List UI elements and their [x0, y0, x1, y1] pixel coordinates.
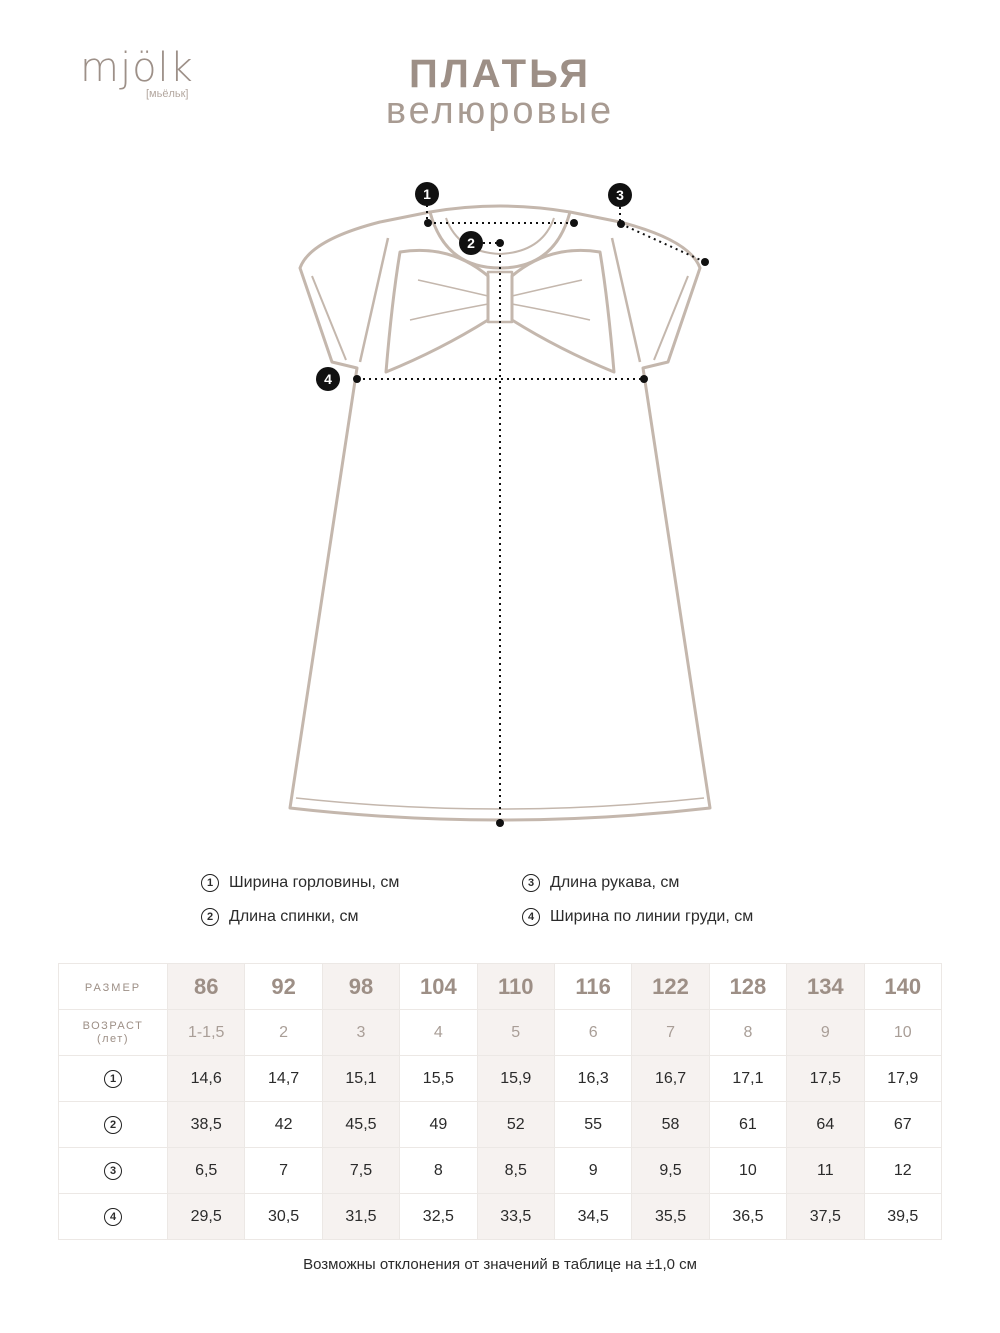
value-cell-text: 6,5 — [195, 1161, 218, 1179]
value-cell-text: 55 — [584, 1115, 603, 1133]
size-cell — [168, 964, 245, 1010]
value-cell — [709, 1194, 786, 1240]
value-cell-text: 14,7 — [268, 1069, 300, 1087]
size-cell — [322, 964, 399, 1010]
marker-1 — [415, 182, 439, 206]
size-cell-text: 128 — [729, 973, 767, 999]
value-cell-text: 15,9 — [500, 1069, 532, 1087]
number-icon: 4 — [104, 1208, 122, 1226]
value-cell — [787, 1194, 864, 1240]
value-cell — [477, 1148, 554, 1194]
legend-item-1 — [201, 874, 399, 892]
number-icon: 2 — [104, 1116, 122, 1134]
number-icon: 4 — [522, 908, 540, 926]
value-cell — [322, 1194, 399, 1240]
size-cell — [400, 964, 477, 1010]
value-cell-text: 17,9 — [887, 1069, 919, 1087]
value-cell — [787, 1148, 864, 1194]
legend-item-4 — [522, 908, 753, 926]
value-cell-text: 15,5 — [422, 1069, 454, 1087]
value-cell-text: 8 — [433, 1161, 443, 1179]
number-icon: 3 — [522, 874, 540, 892]
number-icon: 1 — [104, 1070, 122, 1088]
brand-name: mjölk — [80, 45, 194, 91]
size-cell-text: 116 — [575, 973, 611, 999]
age-cell — [322, 1010, 399, 1056]
size-cell-text: 92 — [271, 973, 296, 999]
number-icon: 3 — [104, 1162, 122, 1180]
value-cell-text: 35,5 — [654, 1207, 687, 1225]
value-cell — [322, 1056, 399, 1102]
age-cell — [864, 1010, 941, 1056]
size-cell — [477, 964, 554, 1010]
number-icon: 2 — [201, 908, 219, 926]
value-cell — [709, 1102, 786, 1148]
value-cell-text: 49 — [429, 1115, 448, 1133]
age-cell — [787, 1010, 864, 1056]
value-cell-text: 7,5 — [349, 1161, 373, 1179]
value-cell — [168, 1056, 245, 1102]
size-cell-text: 122 — [652, 973, 689, 999]
size-cell-text: 140 — [884, 973, 922, 999]
size-cell — [245, 964, 322, 1010]
value-cell-text: 16,7 — [654, 1069, 687, 1087]
value-cell-text: 11 — [817, 1161, 834, 1179]
value-cell — [400, 1148, 477, 1194]
size-cell-text: 134 — [806, 973, 844, 999]
age-cell — [632, 1010, 709, 1056]
value-cell — [168, 1102, 245, 1148]
value-cell — [400, 1194, 477, 1240]
marker-2 — [459, 231, 483, 255]
value-cell-text: 52 — [506, 1115, 525, 1133]
legend-text: Ширина горловины, см — [229, 874, 400, 891]
value-cell-text: 17,5 — [809, 1069, 841, 1087]
value-cell-text: 8,5 — [504, 1161, 527, 1179]
value-cell-text: 9,5 — [659, 1161, 682, 1179]
value-cell — [245, 1148, 322, 1194]
value-cell-text: 64 — [816, 1115, 835, 1133]
age-label — [59, 1010, 168, 1056]
value-cell — [864, 1102, 941, 1148]
value-cell — [554, 1194, 631, 1240]
size-cell-text: 110 — [498, 973, 534, 999]
age-cell-text: 5 — [511, 1023, 521, 1041]
value-cell — [632, 1194, 709, 1240]
value-cell-text: 39,5 — [887, 1207, 919, 1225]
row-number — [59, 1148, 168, 1194]
measure-line-3 — [621, 224, 705, 262]
size-cell-text: 86 — [193, 973, 219, 999]
age-cell — [709, 1010, 786, 1056]
page-title: ПЛАТЬЯ — [408, 52, 592, 96]
age-cell — [168, 1010, 245, 1056]
value-cell — [554, 1056, 631, 1102]
value-cell — [709, 1148, 786, 1194]
value-cell — [787, 1056, 864, 1102]
value-cell — [400, 1102, 477, 1148]
value-cell — [245, 1194, 322, 1240]
value-cell — [245, 1056, 322, 1102]
size-cell — [632, 964, 709, 1010]
table-row — [59, 1056, 942, 1102]
value-cell — [477, 1194, 554, 1240]
age-cell-text: 10 — [893, 1023, 912, 1041]
value-cell-text: 33,5 — [500, 1207, 532, 1225]
value-cell — [864, 1148, 941, 1194]
age-cell — [554, 1010, 631, 1056]
value-cell — [632, 1148, 709, 1194]
value-cell-text: 36,5 — [732, 1207, 764, 1225]
value-cell-text: 9 — [588, 1161, 598, 1179]
legend-item-2 — [201, 908, 359, 926]
value-cell-text: 67 — [893, 1115, 912, 1133]
number-icon: 1 — [201, 874, 219, 892]
age-cell-text: 2 — [279, 1023, 289, 1041]
table-row-sizes — [59, 964, 942, 1010]
row-number — [59, 1102, 168, 1148]
value-cell-text: 14,6 — [190, 1069, 222, 1087]
value-cell — [787, 1102, 864, 1148]
age-unit-text: (лет) — [96, 1032, 130, 1045]
svg-text:4: 4 — [324, 371, 332, 387]
value-cell — [632, 1056, 709, 1102]
age-cell-text: 4 — [433, 1023, 443, 1041]
value-cell-text: 30,5 — [268, 1207, 300, 1225]
table-row — [59, 1102, 942, 1148]
size-cell — [864, 964, 941, 1010]
svg-text:3: 3 — [616, 187, 624, 203]
table-row — [59, 1194, 942, 1240]
age-cell-text: 6 — [588, 1023, 598, 1041]
value-cell — [477, 1102, 554, 1148]
age-cell-text: 9 — [820, 1023, 830, 1041]
size-cell-text: 104 — [420, 973, 457, 999]
size-cell-text: 98 — [348, 973, 374, 999]
value-cell-text: 61 — [739, 1115, 757, 1133]
size-label-text: РАЗМЕР — [84, 981, 142, 994]
value-cell — [554, 1102, 631, 1148]
age-cell-text: 3 — [356, 1023, 366, 1041]
size-label — [59, 964, 168, 1010]
footnote: Возможны отклонения от значений в таблице на ±1,0 см — [303, 1256, 697, 1273]
legend-text: Длина спинки, см — [229, 908, 359, 925]
value-cell-text: 45,5 — [345, 1115, 377, 1133]
value-cell — [864, 1194, 941, 1240]
value-cell — [709, 1056, 786, 1102]
value-cell-text: 10 — [739, 1161, 757, 1179]
table-row-ages — [59, 1010, 942, 1056]
row-number — [59, 1056, 168, 1102]
marker-4 — [316, 367, 340, 391]
marker-3 — [608, 183, 632, 207]
svg-text:1: 1 — [423, 186, 431, 202]
size-cell — [554, 964, 631, 1010]
age-cell-text: 8 — [743, 1023, 753, 1041]
value-cell-text: 15,1 — [345, 1069, 377, 1087]
value-cell-text: 32,5 — [422, 1207, 454, 1225]
value-cell-text: 38,5 — [190, 1115, 222, 1133]
age-cell-text: 1-1,5 — [187, 1023, 225, 1041]
value-cell-text: 42 — [274, 1115, 293, 1133]
value-cell-text: 16,3 — [577, 1069, 609, 1087]
age-cell — [245, 1010, 322, 1056]
legend-text: Длина рукава, см — [550, 874, 680, 891]
dress-bow — [386, 250, 488, 372]
value-cell-text: 58 — [661, 1115, 680, 1133]
svg-text:2: 2 — [467, 235, 475, 251]
value-cell-text: 12 — [893, 1161, 912, 1179]
size-cell — [709, 964, 786, 1010]
dress-diagram — [0, 170, 1000, 840]
age-cell — [400, 1010, 477, 1056]
value-cell-text: 17,1 — [732, 1069, 764, 1087]
value-cell-text: 7 — [279, 1161, 289, 1179]
row-number — [59, 1194, 168, 1240]
value-cell — [477, 1056, 554, 1102]
value-cell-text: 29,5 — [190, 1207, 222, 1225]
size-cell — [787, 964, 864, 1010]
brand-sub: [мьёльк] — [146, 88, 189, 100]
size-table — [58, 963, 942, 1240]
page-subtitle: велюровые — [385, 90, 615, 132]
value-cell — [864, 1056, 941, 1102]
value-cell — [400, 1056, 477, 1102]
age-cell-text: 7 — [666, 1023, 675, 1041]
age-label-text: ВОЗРАСТ — [82, 1019, 144, 1032]
value-cell — [168, 1148, 245, 1194]
age-cell — [477, 1010, 554, 1056]
value-cell — [322, 1148, 399, 1194]
value-cell-text: 31,5 — [345, 1207, 377, 1225]
table-row — [59, 1148, 942, 1194]
value-cell — [554, 1148, 631, 1194]
value-cell — [632, 1102, 709, 1148]
legend-item-3 — [522, 874, 679, 892]
value-cell-text: 34,5 — [577, 1207, 609, 1225]
value-cell — [322, 1102, 399, 1148]
value-cell-text: 37,5 — [809, 1207, 841, 1225]
legend-text: Ширина по линии груди, см — [550, 908, 754, 925]
value-cell — [245, 1102, 322, 1148]
value-cell — [168, 1194, 245, 1240]
